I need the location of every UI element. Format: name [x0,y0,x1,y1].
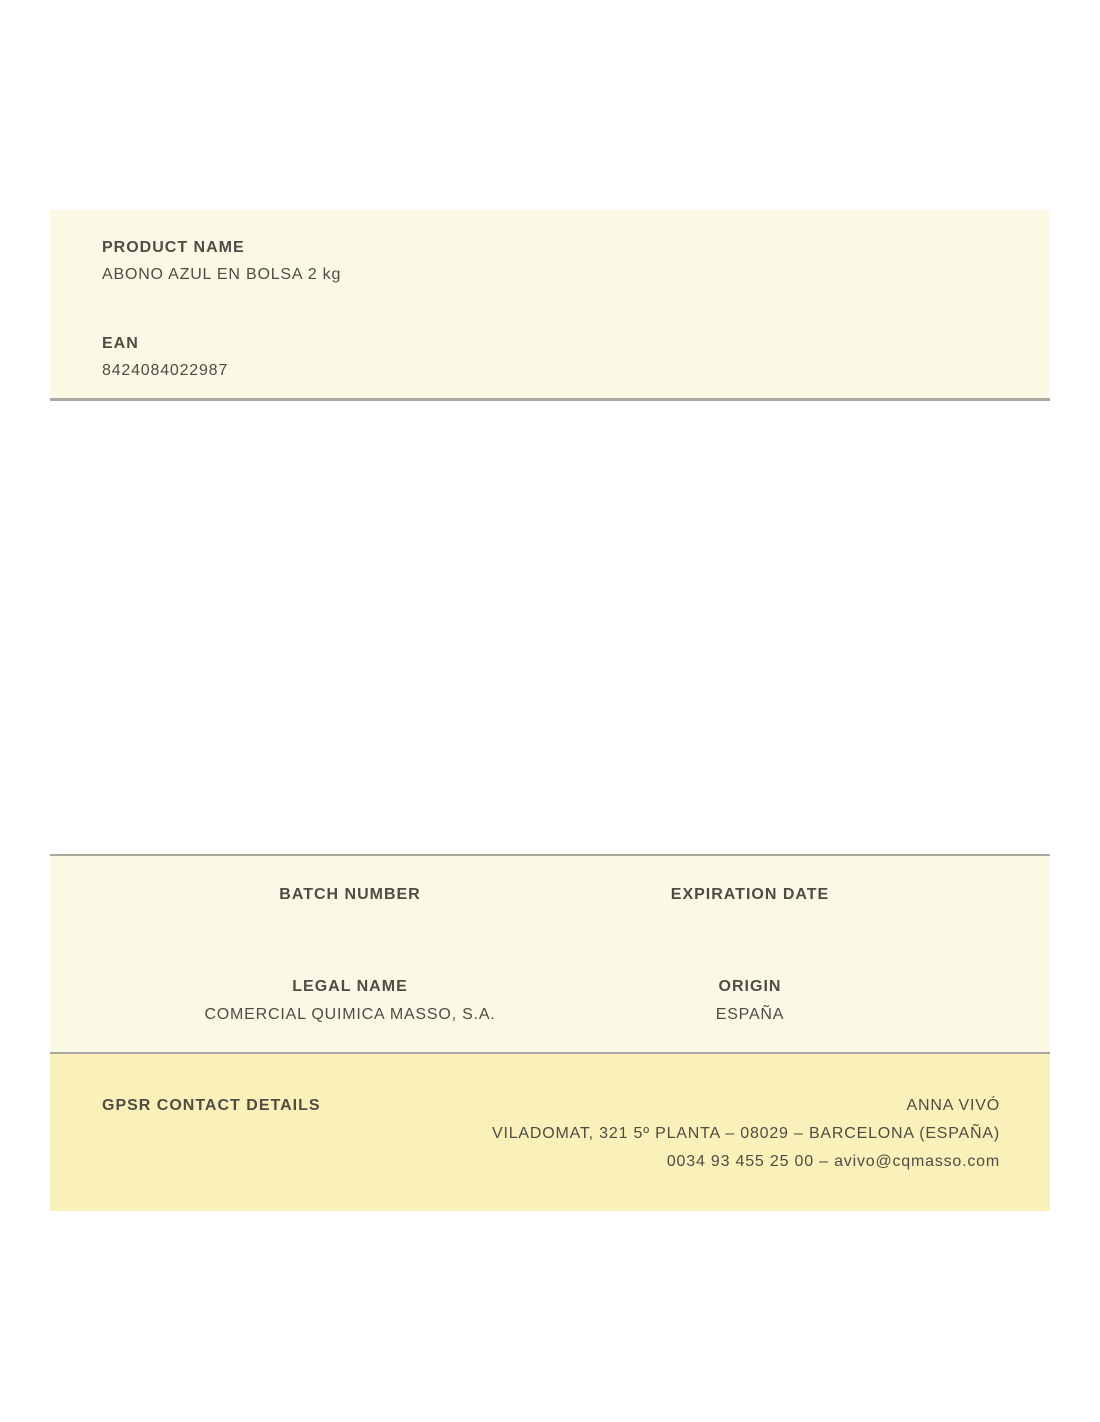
details-panel [50,854,1050,1054]
gpsr-contact-phone-email: 0034 93 455 25 00 – avivo@cqmasso.com [666,1153,1000,1170]
expiration-date-field [550,885,950,904]
origin-field [550,977,950,1024]
gpsr-contact-name: ANNA VIVÓ [906,1097,1000,1114]
product-name-field [102,238,998,284]
gpsr-contact-panel [50,1054,1050,1211]
legal-name-label: LEGAL NAME [292,978,408,995]
legal-name-field [150,977,550,1024]
origin-value: ESPAÑA [715,1006,785,1023]
ean-field [102,334,998,380]
details-row-top [150,885,950,904]
origin-label: ORIGIN [718,978,782,995]
details-row-bottom [150,977,950,1024]
batch-number-label: BATCH NUMBER [279,886,421,903]
gpsr-contact-label: GPSR CONTACT DETAILS [102,1097,321,1114]
product-name-value: ABONO AZUL EN BOLSA 2 kg [102,266,342,283]
batch-number-field [150,885,550,904]
ean-label: EAN [102,335,139,352]
product-name-label: PRODUCT NAME [102,239,245,256]
gpsr-contact-block [492,1092,1000,1176]
expiration-date-label: EXPIRATION DATE [670,886,830,903]
product-info-panel [50,210,1050,401]
legal-name-value: COMERCIAL QUIMICA MASSO, S.A. [204,1006,496,1023]
gpsr-contact-address: VILADOMAT, 321 5º PLANTA – 08029 – BARCELONA (ESPAÑA) [491,1125,1000,1142]
ean-value: 8424084022987 [102,362,229,379]
